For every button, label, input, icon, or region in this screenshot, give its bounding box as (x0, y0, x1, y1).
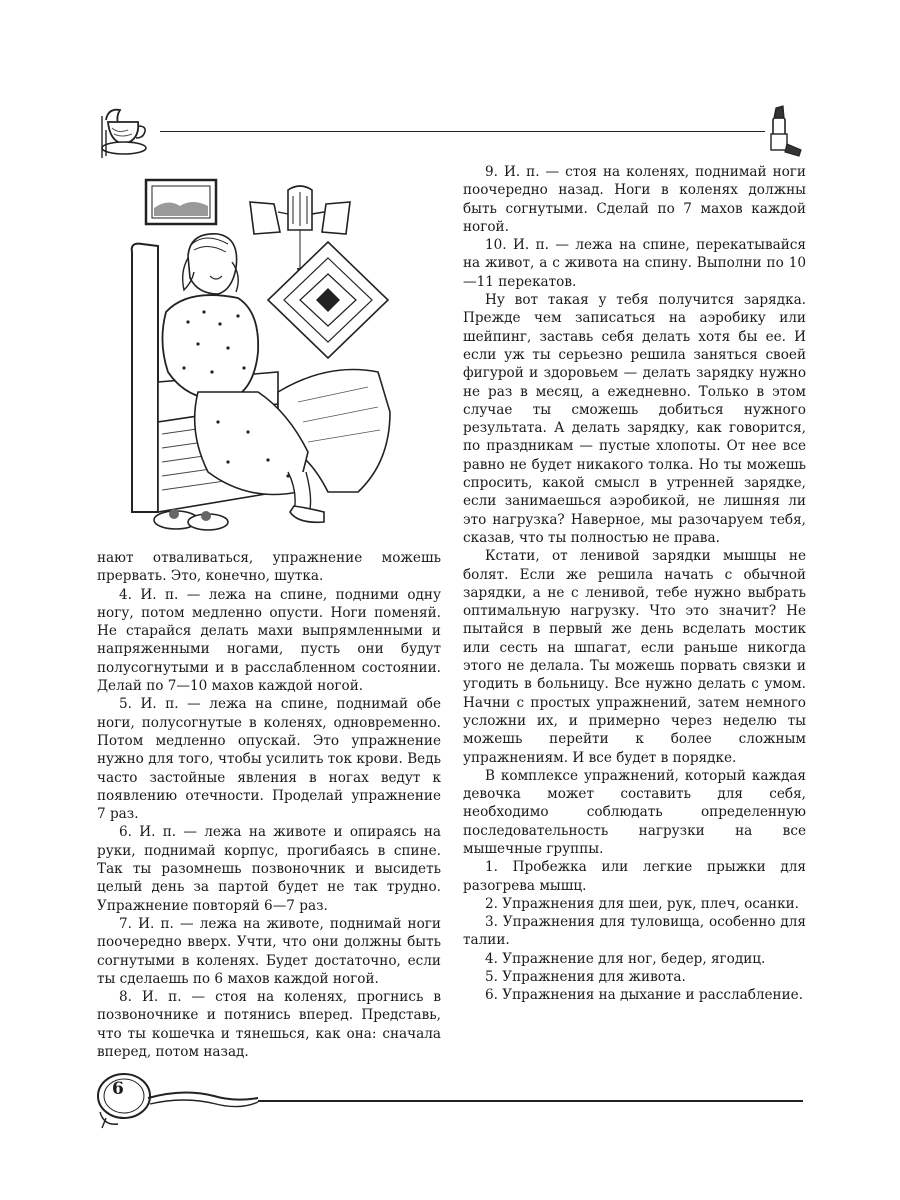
footer-rule (258, 1100, 803, 1102)
paragraph: 4. И. п. — лежа на спине, подними одну ногу, потом медленно опусти. Ноги поменяй. Не старайся делать махи выпрямленными и напряженными ногами, пусть они будут полусогнутыми и в расслабленном состоянии. Делай по 7—10 махов каждой ногой. (97, 586, 441, 695)
paragraph: нают отваливаться, упражнение можешь прервать. Это, конечно, шутка. (97, 550, 441, 585)
list-item: 2. Упражнения для шеи, рук, плеч, осанки. (485, 895, 799, 912)
paragraph: Кстати, от ленивой зарядки мышцы не болят. Если же решила начать с обычной зарядки, а не с ленивой, тебе нужно выбрать оптимальную нагрузку. Что это значит? Не пытайся в первый же день всделать мостик или сесть на шпагат, если раньше никогда этого не делала. Ты можешь порвать связки и угодить в больницу. Все нужно делать с умом. Начни с простых упражнений, затем немного усложни их, и примерно через неделю ты можешь перейти к более сложным упражнениям. И все будет в порядке. (463, 548, 806, 766)
paragraph: 8. И. п. — стоя на коленях, прогнись в позвоночнике и потянись вперед. Представь, что ты кошечка и тянешься, как она: сначала вперед, потом назад. (97, 989, 441, 1061)
list-item: 5. Упражнения для живота. (485, 969, 686, 986)
mirror-ornament-icon (94, 1068, 264, 1132)
list-item: 3. Упражнения для туловища, особенно для талии. (463, 914, 806, 949)
wall-rug (268, 242, 388, 358)
right-text-column (463, 163, 806, 1005)
paragraph: 6. И. п. — лежа на животе и опираясь на руки, поднимай корпус, прогибаясь в спине. Так ты разомнешь позвоночник и высидеть целый день за партой будет не так трудно. Упражнение повторяй 6—7 раз. (97, 824, 441, 914)
paragraph: Ну вот такая у тебя получится зарядка. Прежде чем записаться на аэробику или шейпинг, заставь себя делать хотя бы ее. И если уж ты серьезно решила заняться своей фигурой и здоровьем — делать зарядку нужно не раз в месяц, а ежедневно. Только в этом случае ты сможешь добиться нужного результата. А делать зарядку, как говорится, по праздникам — пустые хлопоты. От нее все равно не будет никакого толка. Но ты можешь спросить, какой смысл в утренней зарядке, если занимаешься аэробикой, не лишняя ли это нагрузка? Наверное, мы разочаруем тебя, сказав, что ты полностью не права. (463, 292, 806, 546)
header-rule (160, 131, 765, 132)
paragraph: В комплексе упражнений, который каждая девочка может составить для себя, необходимо соблюдать определенную последовательность нагрузки на все мышечные группы. (463, 767, 806, 857)
left-text-column (97, 549, 441, 1061)
paragraph: 7. И. п. — лежа на животе, поднимай ноги поочередно вверх. Учти, что они должны быть согнутыми в коленях. Будет достаточно, если ты сделаешь по 6 махов каждой ногой. (97, 915, 441, 987)
paragraph: 5. И. п. — лежа на спине, поднимай обе ноги, полусогнутые в коленях, одновременно. Потом медленно опускай. Это упражнение нужно для того, чтобы усилить ток крови. Ведь часто застойные явления в ногах ведут к появлению отечности. Проделай упражнение 7 раз. (97, 696, 441, 823)
list-item: 1. Пробежка или легкие прыжки для разогрева мышц. (463, 859, 806, 894)
girl-with-pillow-illustration (128, 172, 398, 544)
sneaker (290, 506, 324, 522)
paragraph: 9. И. п. — стоя на коленях, поднимай ноги поочередно назад. Ноги в коленях должны быть согнутыми. Сделай по 7 махов каждой ногой. (463, 164, 806, 235)
list-item: 6. Упражнения на дыхание и расслабление. (485, 987, 804, 1004)
lipstick-ornament-icon (765, 104, 805, 160)
slippers (154, 509, 228, 530)
paragraph: 10. И. п. — лежа на спине, перекатывайся на живот, а с живота на спину. Выполни по 10—11 перекатов. (463, 237, 806, 290)
page-number: 6 (112, 1079, 124, 1099)
teacup-ornament-icon (98, 100, 156, 160)
list-item: 4. Упражнение для ног, бедер, ягодиц. (485, 950, 766, 967)
